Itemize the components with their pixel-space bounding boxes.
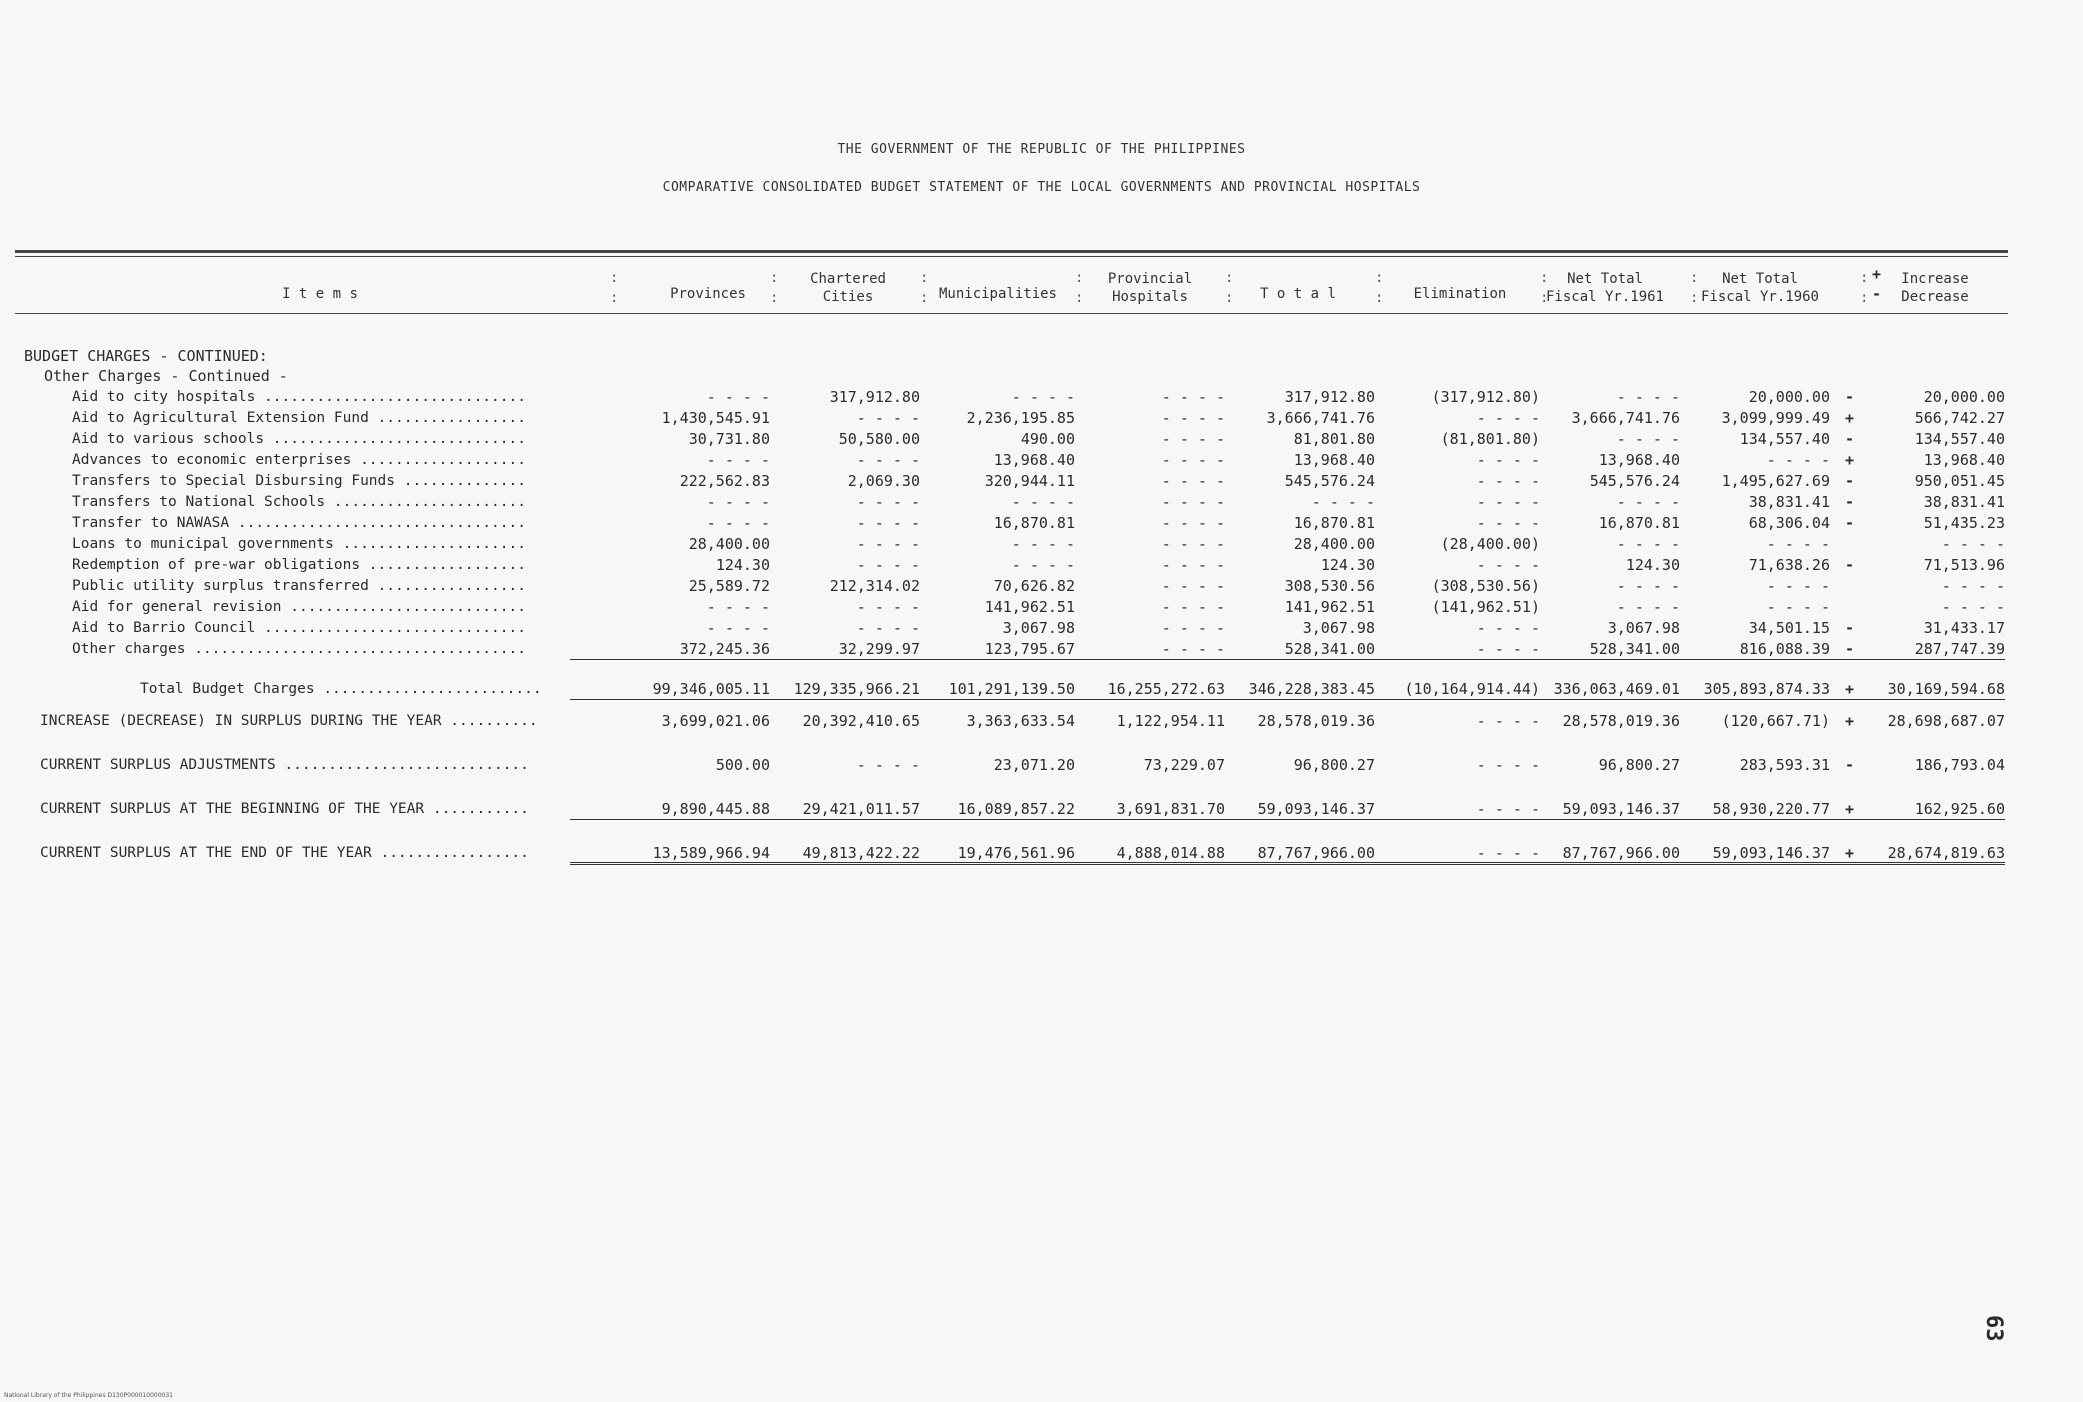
table-cell: - - - - [1161, 577, 1225, 595]
total-cell: - - - - [1476, 756, 1540, 774]
table-cell: - - - - [856, 451, 920, 469]
total-cell: 58,930,220.77 [1630, 800, 1830, 820]
column-header-line1: Provincial [1107, 271, 1193, 287]
total-cell: 73,229.07 [1143, 756, 1225, 774]
table-cell: - - - - [1311, 493, 1375, 511]
table-cell: - - - - [1476, 556, 1540, 574]
change-sign: + [1845, 451, 1855, 469]
total-cell: 13,589,966.94 [570, 844, 770, 865]
total-cell: 99,346,005.11 [570, 680, 770, 700]
table-cell: 545,576.24 [1589, 472, 1680, 490]
table-cell: - - - - [706, 514, 770, 532]
change-sign: - [1845, 619, 1855, 637]
table-cell: 123,795.67 [875, 640, 1075, 660]
column-header-line1: Provinces [670, 286, 746, 302]
row-label: Aid for general revision ........................... [72, 599, 526, 615]
table-cell: - - - - [1941, 535, 2005, 553]
table-cell: - - - - [1161, 472, 1225, 490]
total-cell: 28,578,019.36 [1257, 712, 1375, 730]
table-cell: - - - - [856, 619, 920, 637]
total-cell: 59,093,146.37 [1630, 844, 1830, 865]
column-header-line2: Fiscal Yr.1960 [1700, 289, 1819, 305]
table-cell: (28,400.00) [1440, 535, 1540, 553]
page-number: 63 [1981, 1315, 2006, 1342]
column-header [210, 285, 430, 303]
header-bottom-rule [15, 313, 2008, 314]
total-cell: 283,593.31 [1739, 756, 1830, 774]
column-header-line1: Increase [1901, 271, 1969, 287]
table-cell: - - - - [1161, 493, 1225, 511]
total-cell: 28,674,819.63 [1805, 844, 2005, 865]
document-subtitle: COMPARATIVE CONSOLIDATED BUDGET STATEMENT OF THE LOCAL GOVERNMENTS AND PROVINCIAL HOSPITALS [662, 180, 1421, 195]
total-cell: 96,800.27 [1293, 756, 1375, 774]
subsection-heading: Other Charges - Continued - [44, 367, 288, 385]
column-separator: : [1075, 270, 1084, 286]
column-separator: : [1690, 270, 1699, 286]
table-cell: 16,870.81 [1293, 514, 1375, 532]
column-separator: : [1860, 290, 1869, 306]
table-cell: 3,067.98 [1607, 619, 1680, 637]
table-cell: 32,299.97 [720, 640, 920, 660]
table-cell: 317,912.80 [1284, 388, 1375, 406]
table-cell: - - - - [706, 388, 770, 406]
row-label: Transfers to National Schools ...................... [72, 494, 526, 510]
table-cell: 1,430,545.91 [661, 409, 770, 427]
total-change-sign: + [1845, 680, 1855, 698]
row-label: Aid to various schools ............................. [72, 431, 526, 447]
total-cell: 162,925.60 [1805, 800, 2005, 820]
total-cell: 96,800.27 [1598, 756, 1680, 774]
table-cell: - - - - [1161, 514, 1225, 532]
table-cell: - - - - [1161, 451, 1225, 469]
table-cell: 141,962.51 [984, 598, 1075, 616]
table-cell: 490.00 [1020, 430, 1075, 448]
header-top-rule-thin [15, 256, 2008, 257]
table-cell: 13,968.40 [993, 451, 1075, 469]
column-header-line1: I t e m s [282, 286, 358, 302]
table-cell: 20,000.00 [1748, 388, 1830, 406]
total-cell: 87,767,966.00 [1175, 844, 1375, 865]
total-row-label: INCREASE (DECREASE) IN SURPLUS DURING THE YEAR .......... [40, 713, 538, 729]
table-cell: - - - - [856, 556, 920, 574]
table-cell: 31,433.17 [1923, 619, 2005, 637]
row-label: Aid to city hospitals .............................. [72, 389, 526, 405]
table-cell: - - - - [1616, 388, 1680, 406]
total-cell: 129,335,966.21 [720, 680, 920, 700]
table-cell: - - - - [1476, 472, 1540, 490]
table-cell: (317,912.80) [1431, 388, 1540, 406]
total-cell: 23,071.20 [993, 756, 1075, 774]
table-cell: 134,557.40 [1914, 430, 2005, 448]
table-cell: 372,245.36 [570, 640, 770, 660]
table-cell: 222,562.83 [679, 472, 770, 490]
total-cell: (120,667.71) [1721, 712, 1830, 730]
total-cell: (10,164,914.44) [1340, 680, 1540, 700]
table-cell: 141,962.51 [1284, 598, 1375, 616]
column-header-line2: Fiscal Yr.1961 [1545, 289, 1664, 305]
total-cell: - - - - [1340, 800, 1540, 820]
row-label: Other charges ...................................... [72, 641, 526, 657]
change-sign: + [1845, 409, 1855, 427]
total-cell: 500.00 [715, 756, 770, 774]
table-cell: 13,968.40 [1923, 451, 2005, 469]
total-cell: 336,063,469.01 [1480, 680, 1680, 700]
column-separator: : [770, 270, 779, 286]
table-cell: - - - - [1616, 535, 1680, 553]
total-cell: 20,392,410.65 [802, 712, 920, 730]
table-cell: 30,731.80 [688, 430, 770, 448]
table-cell: 124.30 [715, 556, 770, 574]
table-cell: - - - - [706, 619, 770, 637]
table-cell: 287,747.39 [1805, 640, 2005, 660]
table-cell: 124.30 [1320, 556, 1375, 574]
total-cell: 30,169,594.68 [1805, 680, 2005, 700]
column-header-line1: Net Total [1722, 271, 1798, 287]
table-cell: 34,501.15 [1748, 619, 1830, 637]
table-cell: 25,589.72 [688, 577, 770, 595]
table-cell: - - - - [1161, 535, 1225, 553]
header-minus-sign: - [1872, 285, 1882, 303]
row-label: Redemption of pre-war obligations .................. [72, 557, 526, 573]
total-cell: 9,890,445.88 [570, 800, 770, 820]
table-cell: - - - - [1941, 577, 2005, 595]
table-cell: - - - - [1766, 535, 1830, 553]
header-plus-sign: + [1872, 265, 1882, 283]
table-cell: - - - - [706, 598, 770, 616]
table-cell: 308,530.56 [1284, 577, 1375, 595]
change-sign: - [1845, 514, 1855, 532]
table-cell: - - - - [1161, 409, 1225, 427]
column-separator: : [1075, 290, 1084, 306]
total-cell: 59,093,146.37 [1175, 800, 1375, 820]
total-row-label: CURRENT SURPLUS AT THE BEGINNING OF THE YEAR ........... [40, 801, 529, 817]
table-cell: 1,495,627.69 [1721, 472, 1830, 490]
table-cell: - - - - [856, 409, 920, 427]
table-cell: - - - - [1161, 556, 1225, 574]
total-cell: 346,228,383.45 [1175, 680, 1375, 700]
total-row-label: Total Budget Charges ......................... [140, 681, 542, 697]
total-cell: 186,793.04 [1914, 756, 2005, 774]
total-cell: 16,255,272.63 [1025, 680, 1225, 700]
table-cell: - - - - [1476, 409, 1540, 427]
table-cell: - - - - [1766, 598, 1830, 616]
row-label: Public utility surplus transferred ................. [72, 578, 526, 594]
table-cell: 950,051.45 [1914, 472, 2005, 490]
total-change-sign: + [1845, 800, 1855, 818]
table-cell: 528,341.00 [1175, 640, 1375, 660]
total-cell: 59,093,146.37 [1480, 800, 1680, 820]
table-cell: - - - - [1476, 514, 1540, 532]
column-separator: : [1375, 290, 1384, 306]
table-cell: 38,831.41 [1923, 493, 2005, 511]
table-cell: - - - - [1025, 640, 1225, 660]
column-separator: : [1225, 290, 1234, 306]
table-cell: 71,638.26 [1748, 556, 1830, 574]
column-header-line2: Decrease [1901, 289, 1969, 305]
table-cell: - - - - [1340, 640, 1540, 660]
table-cell: - - - - [856, 598, 920, 616]
table-cell: 3,666,741.76 [1266, 409, 1375, 427]
column-header-line1: Municipalities [938, 286, 1057, 302]
column-header [1825, 270, 2045, 306]
table-cell: - - - - [1616, 577, 1680, 595]
table-cell: 212,314.02 [829, 577, 920, 595]
total-cell: 101,291,139.50 [875, 680, 1075, 700]
table-cell: 81,801.80 [1293, 430, 1375, 448]
total-change-sign: - [1845, 756, 1855, 774]
table-cell: 124.30 [1625, 556, 1680, 574]
table-cell: - - - - [1161, 430, 1225, 448]
table-cell: - - - - [706, 451, 770, 469]
column-separator: : [1375, 270, 1384, 286]
total-cell: 3,691,831.70 [1025, 800, 1225, 820]
total-row-label: CURRENT SURPLUS AT THE END OF THE YEAR ................. [40, 845, 529, 861]
column-separator: : [920, 290, 929, 306]
column-separator: : [770, 290, 779, 306]
total-row-label: CURRENT SURPLUS ADJUSTMENTS ............................ [40, 757, 529, 773]
table-cell: 816,088.39 [1630, 640, 1830, 660]
column-header-line1: T o t a l [1260, 286, 1336, 302]
table-cell: (141,962.51) [1431, 598, 1540, 616]
table-cell: (81,801.80) [1440, 430, 1540, 448]
total-change-sign: + [1845, 844, 1855, 862]
table-cell: - - - - [706, 493, 770, 511]
table-cell: - - - - [1011, 535, 1075, 553]
table-cell: 16,870.81 [993, 514, 1075, 532]
table-cell: 28,400.00 [1293, 535, 1375, 553]
table-cell: 16,870.81 [1598, 514, 1680, 532]
table-cell: - - - - [1476, 493, 1540, 511]
table-cell: 50,580.00 [838, 430, 920, 448]
table-cell: 13,968.40 [1293, 451, 1375, 469]
column-header-line1: Elimination [1413, 286, 1507, 302]
table-cell: 38,831.41 [1748, 493, 1830, 511]
column-separator: : [1690, 290, 1699, 306]
column-separator: : [610, 270, 619, 286]
total-cell: 29,421,011.57 [720, 800, 920, 820]
column-separator: : [1225, 270, 1234, 286]
header-top-rule [15, 250, 2008, 253]
table-cell: - - - - [1616, 598, 1680, 616]
table-cell: 68,306.04 [1748, 514, 1830, 532]
total-cell: 28,578,019.36 [1562, 712, 1680, 730]
column-separator: : [610, 290, 619, 306]
table-cell: 566,742.27 [1914, 409, 2005, 427]
table-cell: 134,557.40 [1739, 430, 1830, 448]
total-cell: - - - - [1476, 712, 1540, 730]
table-cell: - - - - [1161, 619, 1225, 637]
table-cell: - - - - [1616, 430, 1680, 448]
table-cell: (308,530.56) [1431, 577, 1540, 595]
table-cell: - - - - [1011, 388, 1075, 406]
total-cell: 28,698,687.07 [1887, 712, 2005, 730]
table-cell: - - - - [1161, 598, 1225, 616]
table-cell: 20,000.00 [1923, 388, 2005, 406]
change-sign: - [1845, 640, 1855, 658]
column-separator: : [920, 270, 929, 286]
row-label: Loans to municipal governments ..................... [72, 536, 526, 552]
total-cell: 16,089,857.22 [875, 800, 1075, 820]
total-cell: 4,888,014.88 [1025, 844, 1225, 865]
total-cell: - - - - [856, 756, 920, 774]
table-cell: 2,236,195.85 [966, 409, 1075, 427]
total-cell: 3,699,021.06 [661, 712, 770, 730]
table-cell: - - - - [1011, 493, 1075, 511]
table-cell: - - - - [1476, 451, 1540, 469]
change-sign: - [1845, 556, 1855, 574]
column-separator: : [1540, 270, 1549, 286]
row-label: Aid to Barrio Council .............................. [72, 620, 526, 636]
table-cell: 51,435.23 [1923, 514, 2005, 532]
column-separator: : [1860, 270, 1869, 286]
table-cell: 3,099,999.49 [1721, 409, 1830, 427]
total-cell: 49,813,422.22 [720, 844, 920, 865]
total-cell: 305,893,874.33 [1630, 680, 1830, 700]
total-cell: 3,363,633.54 [966, 712, 1075, 730]
table-cell: 71,513.96 [1923, 556, 2005, 574]
table-cell: 320,944.11 [984, 472, 1075, 490]
table-cell: - - - - [1766, 451, 1830, 469]
document-title: THE GOVERNMENT OF THE REPUBLIC OF THE PHILIPPINES [837, 142, 1246, 157]
table-cell: 70,626.82 [993, 577, 1075, 595]
row-label: Aid to Agricultural Extension Fund ................. [72, 410, 526, 426]
row-label: Transfer to NAWASA ................................. [72, 515, 526, 531]
total-change-sign: + [1845, 712, 1855, 730]
table-cell: 317,912.80 [829, 388, 920, 406]
column-header-line1: Chartered [810, 271, 886, 287]
table-cell: - - - - [1766, 577, 1830, 595]
table-cell: 3,067.98 [1002, 619, 1075, 637]
column-header-line1: Net Total [1567, 271, 1643, 287]
table-cell: 2,069.30 [847, 472, 920, 490]
total-cell: 1,122,954.11 [1116, 712, 1225, 730]
column-separator: : [1540, 290, 1549, 306]
table-cell: - - - - [856, 514, 920, 532]
total-cell: - - - - [1340, 844, 1540, 865]
table-cell: - - - - [1941, 598, 2005, 616]
table-cell: 545,576.24 [1284, 472, 1375, 490]
table-cell: - - - - [1616, 493, 1680, 511]
table-cell: 28,400.00 [688, 535, 770, 553]
change-sign: - [1845, 493, 1855, 511]
table-cell: 528,341.00 [1480, 640, 1680, 660]
table-cell: 13,968.40 [1598, 451, 1680, 469]
footer-credit: National Library of the Philippines D130P000010000031 [4, 1392, 173, 1399]
table-cell: - - - - [1161, 388, 1225, 406]
table-cell: - - - - [856, 535, 920, 553]
table-cell: - - - - [856, 493, 920, 511]
change-sign: - [1845, 472, 1855, 490]
change-sign: - [1845, 430, 1855, 448]
table-cell: - - - - [1476, 619, 1540, 637]
total-cell: 19,476,561.96 [875, 844, 1075, 865]
change-sign: - [1845, 388, 1855, 406]
row-label: Advances to economic enterprises ................... [72, 452, 526, 468]
row-label: Transfers to Special Disbursing Funds .............. [72, 473, 526, 489]
section-heading: BUDGET CHARGES - CONTINUED: [24, 347, 268, 365]
table-cell: 3,067.98 [1302, 619, 1375, 637]
column-header-line2: Hospitals [1112, 289, 1188, 305]
column-header-line2: Cities [822, 289, 874, 305]
total-cell: 87,767,966.00 [1480, 844, 1680, 865]
table-cell: - - - - [1011, 556, 1075, 574]
table-cell: 3,666,741.76 [1571, 409, 1680, 427]
